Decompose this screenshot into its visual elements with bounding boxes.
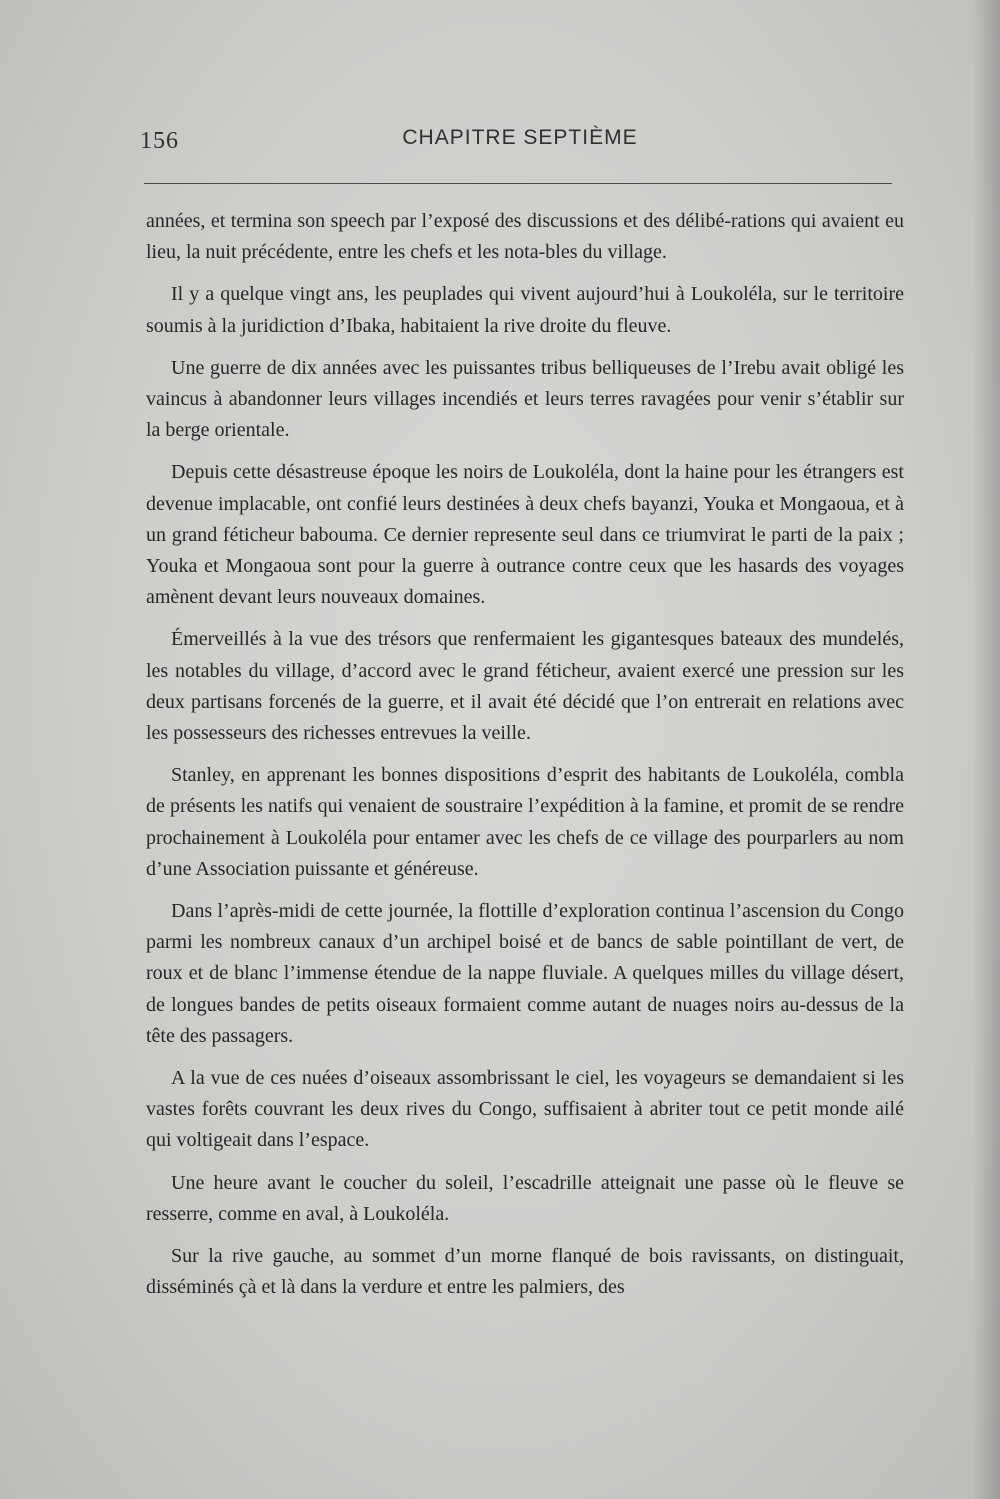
- page-edge-shadow: [972, 0, 1000, 1499]
- running-header: [140, 124, 900, 164]
- paragraph-7: Dans l’après-midi de cette journée, la flottille d’exploration continua l’ascension du Congo parmi les nombreux canaux d’un archipel boisé et de bancs de sable pointillant de vert, de roux et de blanc l’immense étendue de la nappe fluviale. A quelques milles du village désert, de longues bandes de petits oiseaux formaient comme autant de nuages noirs au-dessus de la tête des passagers.: [146, 900, 904, 1047]
- paragraph-5: Émerveillés à la vue des trésors que renfermaient les gigantesques bateaux des mundelés, les notables du village, d’accord avec le grand féticheur, avaient exercé une pression sur les deux partisans forcenés de la guerre, et il avait été décidé que l’on entrerait en relations avec les possesseurs des richesses entrevues la veille.: [146, 628, 904, 745]
- paragraph-3: Une guerre de dix années avec les puissantes tribus belliqueuses de l’Irebu avait obligé les vaincus à abandonner leurs villages incendiés et leurs terres ravagées pour venir s’établir sur la berge orientale.: [146, 356, 904, 442]
- page-number: 156: [140, 128, 179, 154]
- paragraph-4: Depuis cette désastreuse époque les noirs de Loukoléla, dont la haine pour les étrangers est devenue implacable, ont confié leurs destinées à deux chefs bayanzi, Youka et Mongaoua, et à un grand féticheur babouma. Ce dernier represente seul dans ce triumvirat le parti de la paix ; Youka et Mongaoua sont pour la guerre à outrance contre ceux que les hasards des voyages amènent devant leurs nouveaux domaines.: [146, 461, 904, 609]
- body-text: [146, 206, 904, 1315]
- paragraph-8: A la vue de ces nuées d’oiseaux assombrissant le ciel, les voyageurs se demandaient si les vastes forêts couvrant les deux rives du Congo, suffisaient à abriter tout ce petit monde ailé qui voltigeait dans l’espace.: [146, 1067, 904, 1152]
- chapter-title: CHAPITRE SEPTIÈME: [402, 126, 638, 149]
- paragraph-1: années, et termina son speech par l’exposé des discussions et des délibé-rations qui avaient eu lieu, la nuit précédente, entre les chefs et les nota-bles du village.: [146, 210, 904, 264]
- paragraph-6: Stanley, en apprenant les bonnes dispositions d’esprit des habitants de Loukoléla, combla de présents les natifs qui venaient de soustraire l’expédition à la famine, et promit de se rendre prochainement à Loukoléla pour entamer avec les chefs de ce village des pourparlers au nom d’une Association puissante et généreuse.: [146, 764, 904, 880]
- paragraph-9: Une heure avant le coucher du soleil, l’escadrille atteignait une passe où le fleuve se resserre, comme en aval, à Loukoléla.: [146, 1171, 904, 1225]
- paragraph-2: Il y a quelque vingt ans, les peuplades qui vivent aujourd’hui à Loukoléla, sur le territoire soumis à la juridiction d’Ibaka, habitaient la rive droite du fleuve.: [146, 283, 904, 337]
- paragraph-10: Sur la rive gauche, au sommet d’un morne flanqué de bois ravissants, on distinguait, disséminés çà et là dans la verdure et entre les palmiers, des: [146, 1245, 904, 1299]
- header-rule: [144, 183, 892, 184]
